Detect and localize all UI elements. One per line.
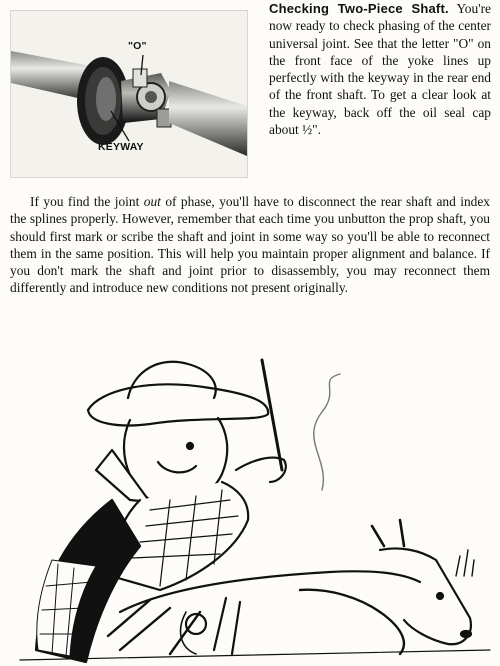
sidebar-paragraph <box>269 0 491 138</box>
letter-o-callout: "O" <box>128 40 147 52</box>
keyway-callout: KEYWAY <box>98 141 144 153</box>
cowboy-cartoon <box>0 350 500 666</box>
body-text-part1: If you find the joint <box>30 194 144 209</box>
body-italic-word: out <box>143 194 161 209</box>
body-paragraph <box>10 193 490 297</box>
sidebar-text: You're now ready to check phasing of the center universal joint. See that the letter "O" on the front face of the yoke lines up perfectly with the keyway in the rear end of the front shaft. To get a clear look at the keyway, back off the oil seal cap about ½". <box>269 1 491 138</box>
body-text-part2: of phase, you'll have to disconnect the rear shaft and index the splines properly. However, remember that each time you unbutton the prop shaft, you should first mark or scribe the shaft and joint in some way so you'll be able to reconnect them in the same position. This will help you maintain proper alignment and balance. If you don't mark the shaft and joint prior to disassembly, you may reconnect them differently and introduce new conditions not present originally. <box>10 194 490 296</box>
cowboy-and-calf-illustration <box>0 350 500 666</box>
section-heading: Checking Two-Piece Shaft. <box>269 1 449 16</box>
